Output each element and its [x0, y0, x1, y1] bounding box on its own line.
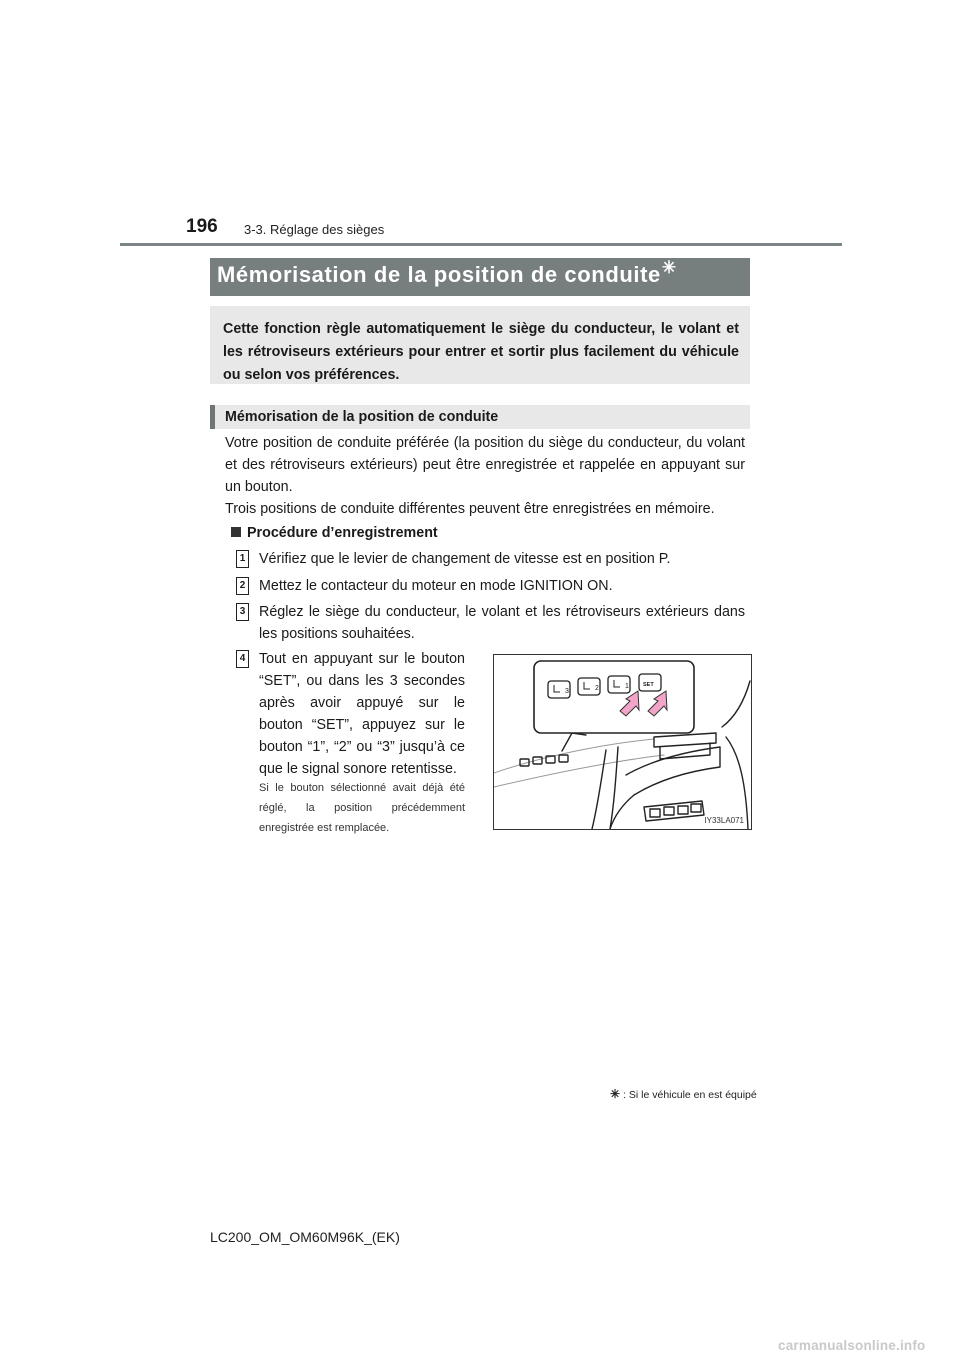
figure-code: IY33LA071	[704, 816, 744, 825]
door-memory-buttons-figure	[493, 654, 752, 830]
title-bar	[210, 258, 750, 296]
intro-box	[210, 306, 750, 384]
watermark: carmanualsonline.info	[778, 1338, 926, 1353]
intro-text: Cette fonction règle automatiquement le siège du conducteur, le volant et les rétroviseurs extérieurs pour entrer et sortir plus facilement du véhicule ou selon vos préférences.	[223, 321, 739, 383]
square-bullet-icon	[231, 527, 241, 537]
body-paragraph-2: Trois positions de conduite différentes peuvent être enregistrées en mémoire.	[225, 501, 715, 517]
footnote-text: : Si le véhicule en est équipé	[623, 1089, 757, 1101]
step-note: Si le bouton sélectionné avait déjà été réglé, la position précédemment enregistrée est remplacée.	[259, 782, 465, 834]
step-badge-3: 3	[236, 603, 249, 621]
section-breadcrumb: 3-3. Réglage des sièges	[244, 222, 385, 237]
page-number: 196	[186, 216, 218, 237]
step-badge-2: 2	[236, 577, 249, 595]
subsection-bar	[210, 405, 750, 429]
step-text-2: Mettez le contacteur du moteur en mode IGNITION ON.	[259, 578, 613, 594]
page-title-text: Mémorisation de la position de conduite	[217, 262, 661, 287]
memory-button-3-label: 3	[565, 688, 569, 695]
step-text-1: Vérifiez que le levier de changement de vitesse est en position P.	[259, 551, 671, 567]
asterisk-icon: ✳	[661, 258, 677, 277]
document-id: LC200_OM_OM60M96K_(EK)	[210, 1229, 400, 1245]
step-text-4: Tout en appuyant sur le bouton “SET”, ou dans les 3 secondes après avoir appuyé sur le bouton “SET”, appuyez sur le bouton “1”, “2” ou “3” jusqu’à ce que le signal sonore retentisse.	[259, 651, 465, 777]
step-badge-4: 4	[236, 650, 249, 668]
asterisk-icon: ✳	[610, 1087, 621, 1101]
memory-button-1-label: 1	[625, 683, 629, 690]
procedure-heading-text: Procédure d’enregistrement	[247, 525, 438, 541]
body-text	[225, 432, 745, 520]
door-illustration	[494, 655, 751, 829]
step-badge-1: 1	[236, 550, 249, 568]
page-title	[217, 258, 677, 288]
subsection-title: Mémorisation de la position de conduite	[225, 409, 499, 425]
footnote	[610, 1087, 757, 1101]
set-button-label: SET	[643, 682, 654, 688]
memory-button-2-label: 2	[595, 685, 599, 692]
step-text-3: Réglez le siège du conducteur, le volant et les rétroviseurs extérieurs dans les positions souhaitées.	[259, 604, 745, 642]
subsection-accent	[210, 405, 215, 429]
header-rule	[120, 243, 842, 246]
procedure-heading	[231, 525, 438, 541]
body-paragraph-1: Votre position de conduite préférée (la position du siège du conducteur, du volant et des rétroviseurs extérieurs) peut être enregistrée et rappelée en appuyant sur un bouton.	[225, 435, 745, 495]
